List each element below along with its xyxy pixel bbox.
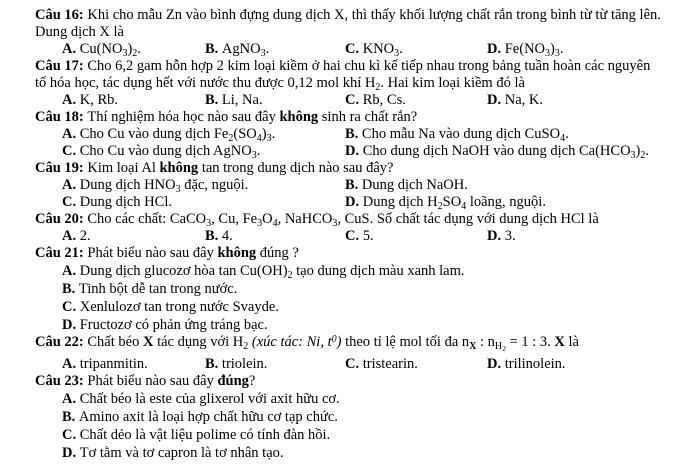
option-D: [487, 356, 674, 373]
question-number: Câu 17:: [35, 58, 88, 74]
option-letter: D.: [62, 445, 80, 461]
option-letter: C.: [345, 41, 363, 57]
option-A: [62, 228, 205, 245]
text-segment: , CuS. Số chất tác dụng với dung dịch HCl là: [337, 211, 599, 227]
text-segment: không: [279, 109, 319, 125]
option-B: [62, 408, 674, 426]
text-segment: 3: [554, 48, 560, 59]
text-segment: 3: [545, 48, 551, 59]
option-letter: D.: [487, 92, 505, 108]
text-segment: 5.: [362, 228, 374, 244]
question-line: [35, 160, 674, 177]
option-A: [62, 262, 674, 280]
text-segment: trilinolein.: [504, 356, 566, 372]
option-A: [62, 177, 345, 194]
text-segment: Cho mẫu Na vào dung dịch CuSO: [361, 126, 561, 142]
options: [62, 262, 674, 334]
text-segment: triolein.: [221, 356, 268, 372]
question: [35, 334, 674, 373]
options: [62, 228, 674, 245]
question: [35, 373, 674, 462]
text-segment: 2: [287, 270, 293, 281]
text-segment: : n: [476, 334, 495, 350]
question-number: Câu 22:: [35, 334, 88, 350]
option-letter: D.: [345, 143, 363, 159]
text-segment: 2.: [79, 228, 91, 244]
question: [35, 245, 674, 334]
text-segment: K, Rb.: [79, 92, 119, 108]
option-A: [62, 92, 205, 109]
question-number: Câu 21:: [35, 245, 88, 261]
text-segment: 4.: [221, 228, 233, 244]
text-segment: Fructozơ có phản ứng tráng bạc.: [79, 317, 268, 333]
text-segment: .: [271, 126, 276, 142]
text-segment: Cho dung dịch NaOH vào dung dịch Ca(HCO: [362, 143, 631, 159]
text-segment: X: [469, 341, 477, 352]
option-B: [205, 92, 345, 109]
text-segment: 3: [206, 218, 212, 229]
text-segment: 3: [394, 48, 400, 59]
text-segment: tan trong dung dịch nào sau đây?: [198, 160, 394, 176]
option-letter: D.: [487, 228, 505, 244]
text-segment: Chất béo: [87, 334, 143, 350]
options: [62, 41, 674, 58]
question: [35, 109, 674, 160]
option-D: [62, 316, 674, 334]
text-segment: ?: [248, 373, 256, 389]
question: [35, 160, 674, 211]
option-B: [345, 177, 674, 194]
text-segment: tố hóa học, tác dụng hết với nước thu được 0,12 mol khí H: [35, 75, 376, 91]
options: [62, 177, 674, 211]
text-segment: 4: [272, 218, 278, 229]
text-segment: 2: [640, 150, 646, 161]
option-letter: A.: [62, 177, 80, 193]
option-letter: B.: [62, 281, 79, 297]
text-segment: Cu(NO: [79, 41, 123, 57]
text-segment: .: [265, 41, 270, 57]
question-line: [35, 211, 674, 228]
text-segment: 3: [332, 218, 338, 229]
question-line: [35, 245, 674, 262]
options: [62, 92, 674, 109]
option-D: [487, 41, 674, 58]
text-segment: .: [645, 143, 650, 159]
text-segment: X: [142, 334, 154, 350]
text-segment: X: [554, 334, 565, 350]
text-segment: đúng ?: [256, 245, 299, 261]
option-letter: C.: [345, 356, 363, 372]
option-letter: C.: [62, 427, 80, 443]
question-number: Câu 18:: [35, 109, 88, 125]
text-segment: Amino axit là loại hợp chất hữu cơ tạp chức.: [78, 409, 338, 425]
option-letter: D.: [487, 41, 505, 57]
text-segment: (SO: [233, 126, 257, 142]
text-segment: Cho các chất: CaCO: [87, 211, 207, 227]
text-segment: KNO: [362, 41, 395, 57]
text-segment: Thí nghiệm hóa học nào sau đây: [87, 109, 280, 125]
option-D: [345, 143, 674, 160]
option-C: [345, 356, 487, 373]
text-segment: 4: [560, 133, 566, 144]
question-line: [35, 75, 674, 92]
option-C: [345, 41, 487, 58]
text-segment: 3.: [504, 228, 516, 244]
option-D: [487, 228, 674, 245]
text-segment: Tơ tằm và tơ capron là tơ nhân tạo.: [79, 445, 284, 461]
question-number: Câu 19:: [35, 160, 88, 176]
text-segment: Dung dịch HCl.: [79, 194, 172, 210]
text-segment: Dung dịch X là: [35, 24, 124, 40]
text-segment: 3: [266, 133, 272, 144]
option-C: [62, 143, 345, 160]
text-segment: 3: [122, 48, 128, 59]
option-A: [62, 126, 345, 143]
text-segment: AgNO: [221, 41, 261, 57]
text-segment: = 1 : 3.: [505, 334, 555, 350]
text-segment: 2: [437, 201, 443, 212]
text-segment: đúng: [217, 373, 249, 389]
text-segment: Rb, Cs.: [362, 92, 406, 108]
option-D: [487, 92, 674, 109]
text-segment: Dung dịch HNO: [79, 177, 176, 193]
text-segment: 2: [502, 344, 506, 353]
text-segment: ): [127, 41, 133, 57]
question-line: [35, 373, 674, 390]
question-line: [35, 58, 674, 75]
text-segment: . Hai kim loại kiềm đó là: [380, 75, 525, 91]
text-segment: tristearin.: [362, 356, 418, 372]
text-segment: đặc, nguội.: [180, 177, 249, 193]
option-letter: C.: [345, 92, 363, 108]
option-letter: D.: [345, 194, 363, 210]
text-segment: Cho 6,2 gam hỗn hợp 2 kim loại kiềm ở hai chu kì kế tiếp nhau trong bảng tuần hoàn các nguyên: [87, 58, 651, 74]
text-segment: (xúc tác: Ni, t: [251, 334, 332, 350]
question-number: Câu 16:: [35, 7, 88, 23]
text-segment: 3: [175, 184, 181, 195]
text-segment: .: [559, 41, 564, 57]
option-letter: A.: [62, 263, 80, 279]
text-segment: tạo dung dịch màu xanh lam.: [292, 263, 465, 279]
question-line: [35, 109, 674, 126]
option-letter: B.: [205, 92, 222, 108]
text-segment: 4: [256, 133, 262, 144]
text-segment: .: [399, 41, 403, 57]
text-segment: không: [217, 245, 257, 261]
text-segment: Cho Cu vào dung dịch AgNO: [79, 143, 252, 159]
option-letter: A.: [62, 126, 80, 142]
question-line: [35, 24, 674, 41]
text-segment: 3: [260, 48, 266, 59]
text-segment: , Cu, Fe: [211, 211, 258, 227]
text-segment: 4: [461, 201, 467, 212]
text-segment: .: [137, 41, 141, 57]
text-segment: 2: [228, 133, 234, 144]
text-segment: Dung dịch H: [362, 194, 438, 210]
option-letter: D.: [62, 317, 80, 333]
text-segment: theo tỉ lệ mol tối đa n: [341, 334, 470, 350]
text-segment: H: [494, 341, 503, 352]
option-B: [205, 41, 345, 58]
text-segment: tác dụng với H: [153, 334, 244, 350]
text-segment: sinh ra chất rắn?: [318, 109, 418, 125]
option-B: [205, 356, 345, 373]
text-segment: Dung dịch NaOH.: [361, 177, 468, 193]
option-letter: C.: [345, 228, 363, 244]
option-A: [62, 41, 205, 58]
option-letter: D.: [487, 356, 505, 372]
text-segment: ): [261, 126, 267, 142]
option-letter: A.: [62, 92, 80, 108]
option-letter: B.: [205, 356, 222, 372]
question-number: Câu 23:: [35, 373, 88, 389]
option-A: [62, 356, 205, 373]
options: [62, 126, 674, 160]
text-segment: Cho Cu vào dung dịch Fe: [79, 126, 229, 142]
option-B: [205, 228, 345, 245]
question: [35, 58, 674, 109]
text-segment: Li, Na.: [221, 92, 263, 108]
options: [62, 390, 674, 462]
option-letter: B.: [345, 177, 362, 193]
text-segment: Xenlulozơ tan trong nước Svayde.: [79, 299, 279, 315]
option-C: [62, 194, 345, 211]
text-segment: 3: [257, 218, 263, 229]
options: [62, 356, 674, 373]
text-segment: O: [262, 211, 273, 227]
question: [35, 211, 674, 245]
text-segment: , NaHCO: [277, 211, 333, 227]
text-segment: Dung dịch glucozơ hòa tan Cu(OH): [79, 263, 288, 279]
option-B: [345, 126, 674, 143]
text-segment: 3: [251, 150, 257, 161]
text-segment: tripanmitin.: [79, 356, 148, 372]
option-letter: A.: [62, 391, 80, 407]
option-letter: B.: [205, 41, 222, 57]
text-segment: loãng, nguội.: [466, 194, 546, 210]
text-segment: Tinh bột dễ tan trong nước.: [78, 281, 238, 297]
text-segment: Chất béo là este của glixerol với axit hữu cơ.: [79, 391, 340, 407]
option-letter: C.: [62, 299, 80, 315]
option-letter: A.: [62, 228, 80, 244]
text-segment: ): [635, 143, 641, 159]
text-segment: không: [159, 160, 199, 176]
text-segment: 0: [331, 334, 337, 345]
text-segment: 2: [375, 82, 381, 93]
option-letter: A.: [62, 41, 80, 57]
option-B: [62, 280, 674, 298]
text-segment: là: [564, 334, 579, 350]
option-letter: B.: [62, 409, 79, 425]
option-letter: C.: [62, 143, 80, 159]
text-segment: Chất dẻo là vật liệu polime có tính đàn hồi.: [79, 427, 331, 443]
question-list: [35, 7, 674, 462]
question: [35, 7, 674, 58]
text-segment: ): [336, 334, 342, 350]
option-letter: A.: [62, 356, 80, 372]
option-D: [345, 194, 674, 211]
text-segment: 2: [132, 48, 138, 59]
text-segment: SO: [442, 194, 462, 210]
option-C: [62, 298, 674, 316]
text-segment: 3: [630, 150, 636, 161]
text-segment: .: [256, 143, 261, 159]
text-segment: 2: [243, 341, 249, 352]
text-segment: ): [550, 41, 555, 57]
text-segment: Kim loại Al: [87, 160, 160, 176]
text-segment: Khi cho mẫu Zn vào bình đựng dung dịch X, thì thấy khối lượng chất rắn trong bình từ từ tăng lên.: [87, 7, 661, 23]
option-C: [345, 92, 487, 109]
question-line: [35, 7, 674, 24]
text-segment: .: [565, 126, 569, 142]
option-A: [62, 390, 674, 408]
option-letter: B.: [205, 228, 222, 244]
text-segment: Na, K.: [504, 92, 543, 108]
text-segment: Phát biểu nào sau đây: [87, 245, 218, 261]
option-D: [62, 444, 674, 462]
option-C: [62, 426, 674, 444]
text-segment: Fe(NO: [504, 41, 546, 57]
text-segment: Phát biểu nào sau đây: [87, 373, 218, 389]
question-line: [35, 334, 674, 351]
question-number: Câu 20:: [35, 211, 88, 227]
option-letter: C.: [62, 194, 80, 210]
option-letter: B.: [345, 126, 362, 142]
option-C: [345, 228, 487, 245]
